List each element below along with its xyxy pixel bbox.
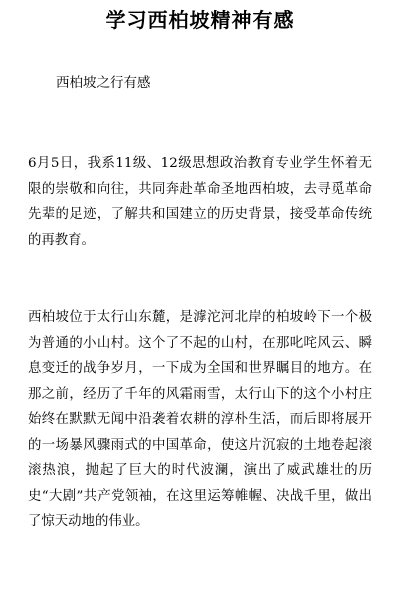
paragraph-1: 6月5日，我系11级、12级思想政治教育专业学生怀着无限的崇敬和向往，共同奔赴革命圣地西柏坡，去寻觅革命先辈的足迹，了解共和国建立的历史背景，接受革命传统的再教育。 (28, 156, 372, 248)
document-title: 学习西柏坡精神有感 (105, 8, 295, 32)
paragraph-2: 西柏坡位于太行山东麓，是滹沱河北岸的柏坡岭下一个极为普通的小山村。这个了不起的山村，在那叱咤风云、瞬息变迁的战争岁月，一下成为全国和世界瞩目的地方。在那之前，经历了千年的风霜雨雪，太行山下的这个小村庄始终在默默无闻中沿袭着农耕的淳朴生活，而后即将展开的一场暴风骤雨式的中国革命，使这片沉寂的土地卷起滚滚热浪，抛起了巨大的时代波澜，演出了威武雄壮的历史“大剧”共产党领袖，在这里运筹帷幄、决战千里，做出了惊天动地的伟业。 (28, 310, 372, 529)
document-subtitle: 西柏坡之行有感 (56, 75, 151, 91)
